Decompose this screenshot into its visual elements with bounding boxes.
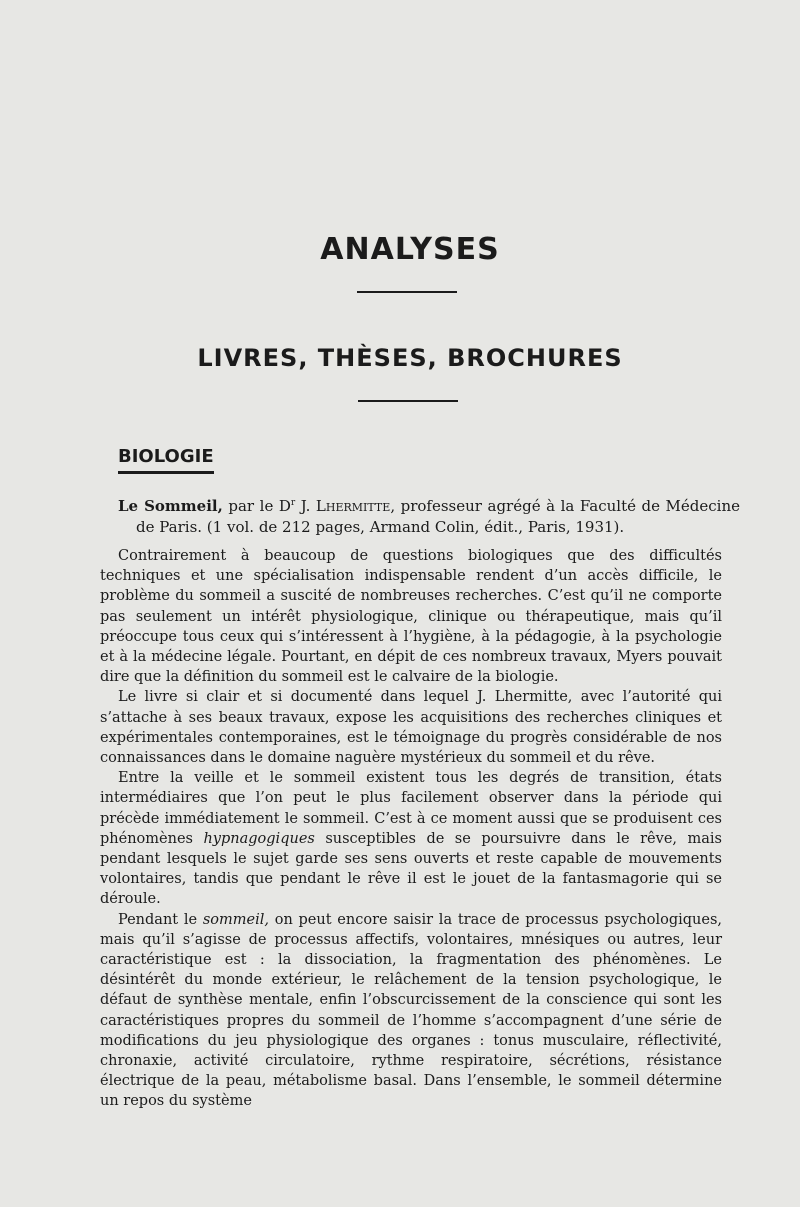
book-title: Le Sommeil, — [118, 497, 223, 515]
paragraph-4 — [100, 910, 722, 1112]
article-body — [100, 546, 722, 1112]
paragraph-1: Contrairement à beaucoup de questions biologiques que des difficultés techniques et une spécialisation indispensable rendent d’un accès difficile, le problème du sommeil a suscité de nombreuses recherches. C’est qu’il ne comporte pas seulement un intérêt physiologique, clinique ou thérapeutique, mais qu’il préoccupe tous ceux qui s’intéressent à l’hygiène, à la pédagogie, à la psychologie et à la médecine légale. Pourtant, en dépit de ces nombreux travaux, Myers pouvait dire que la définition du sommeil est le calvaire de la biologie. — [100, 548, 722, 686]
paragraph-2: Le livre si clair et si documenté dans lequel J. Lhermitte, avec l’autorité qui s’attache à ses beaux travaux, expose les acquisitions des recherches cliniques et expérimentales contemporaines, est le témoignage du progrès considérable de nos connaissances dans le domaine naguère mystérieux du sommeil et du rêve. — [100, 689, 722, 767]
reference-by: par le D — [222, 497, 291, 515]
paragraph-3 — [100, 768, 722, 909]
author-initial: J. — [295, 497, 316, 515]
paragraph-4-text-a: Pendant le — [118, 911, 203, 928]
reference-details: , professeur agrégé à la Faculté de Médecine de Paris. (1 vol. de 212 pages, Armand Colin, édit., Paris, 1931). — [136, 497, 740, 536]
title-divider — [357, 291, 457, 293]
paragraph-3-text-a: Entre la veille et le sommeil existent tous les degrés de transition, états intermédiaires que l’on peut le plus facilement observer dans la période qui précède immédiatement le sommeil. C’est à ce moment aussi que se produisent ces phénomènes — [100, 770, 722, 847]
book-reference — [118, 493, 740, 538]
page-title: ANALYSES — [320, 232, 500, 267]
subtitle-divider — [358, 400, 458, 402]
paragraph-3-text-b: susceptibles de se poursuivre dans le rêve, mais pendant lesquels le sujet garde ses sens ouverts et reste capable de mouvements volontaires, tandis que pendant le rêve il est le jouet de la fantasmagorie qui se déroule. — [100, 830, 722, 908]
reference-dr-sup: r — [290, 498, 296, 508]
paragraph-4-text-b: on peut encore saisir la trace de processus psychologiques, mais qu’il s’agisse de processus affectifs, volontaires, mnésiques ou autres, leur caractéristique est : la dissociation, la fragmentation des phénomènes. Le désintérêt du monde extérieur, le relâchement de la tension psychologique, le défaut de synthèse mentale, enfin l’obscurcissement de la conscience qui sont les caractéristiques propres du sommeil de l’homme s’accompagnent d’une série de modifications du jeu physiologique des organes : tonus musculaire, réflectivité, chronaxie, activité circulatoire, rythme respiratoire, sécrétions, résistance électrique de la peau, métabolisme basal. Dans l’ensemble, le sommeil détermine un repos du système — [100, 911, 722, 1110]
section-heading: BIOLOGIE — [118, 446, 214, 474]
paragraph-3-emphasis: hypnagogiques — [203, 830, 315, 847]
author-name: Lhermitte — [315, 497, 391, 515]
page-subtitle: LIVRES, THÈSES, BROCHURES — [197, 344, 623, 372]
paragraph-4-emphasis: sommeil, — [202, 911, 269, 928]
